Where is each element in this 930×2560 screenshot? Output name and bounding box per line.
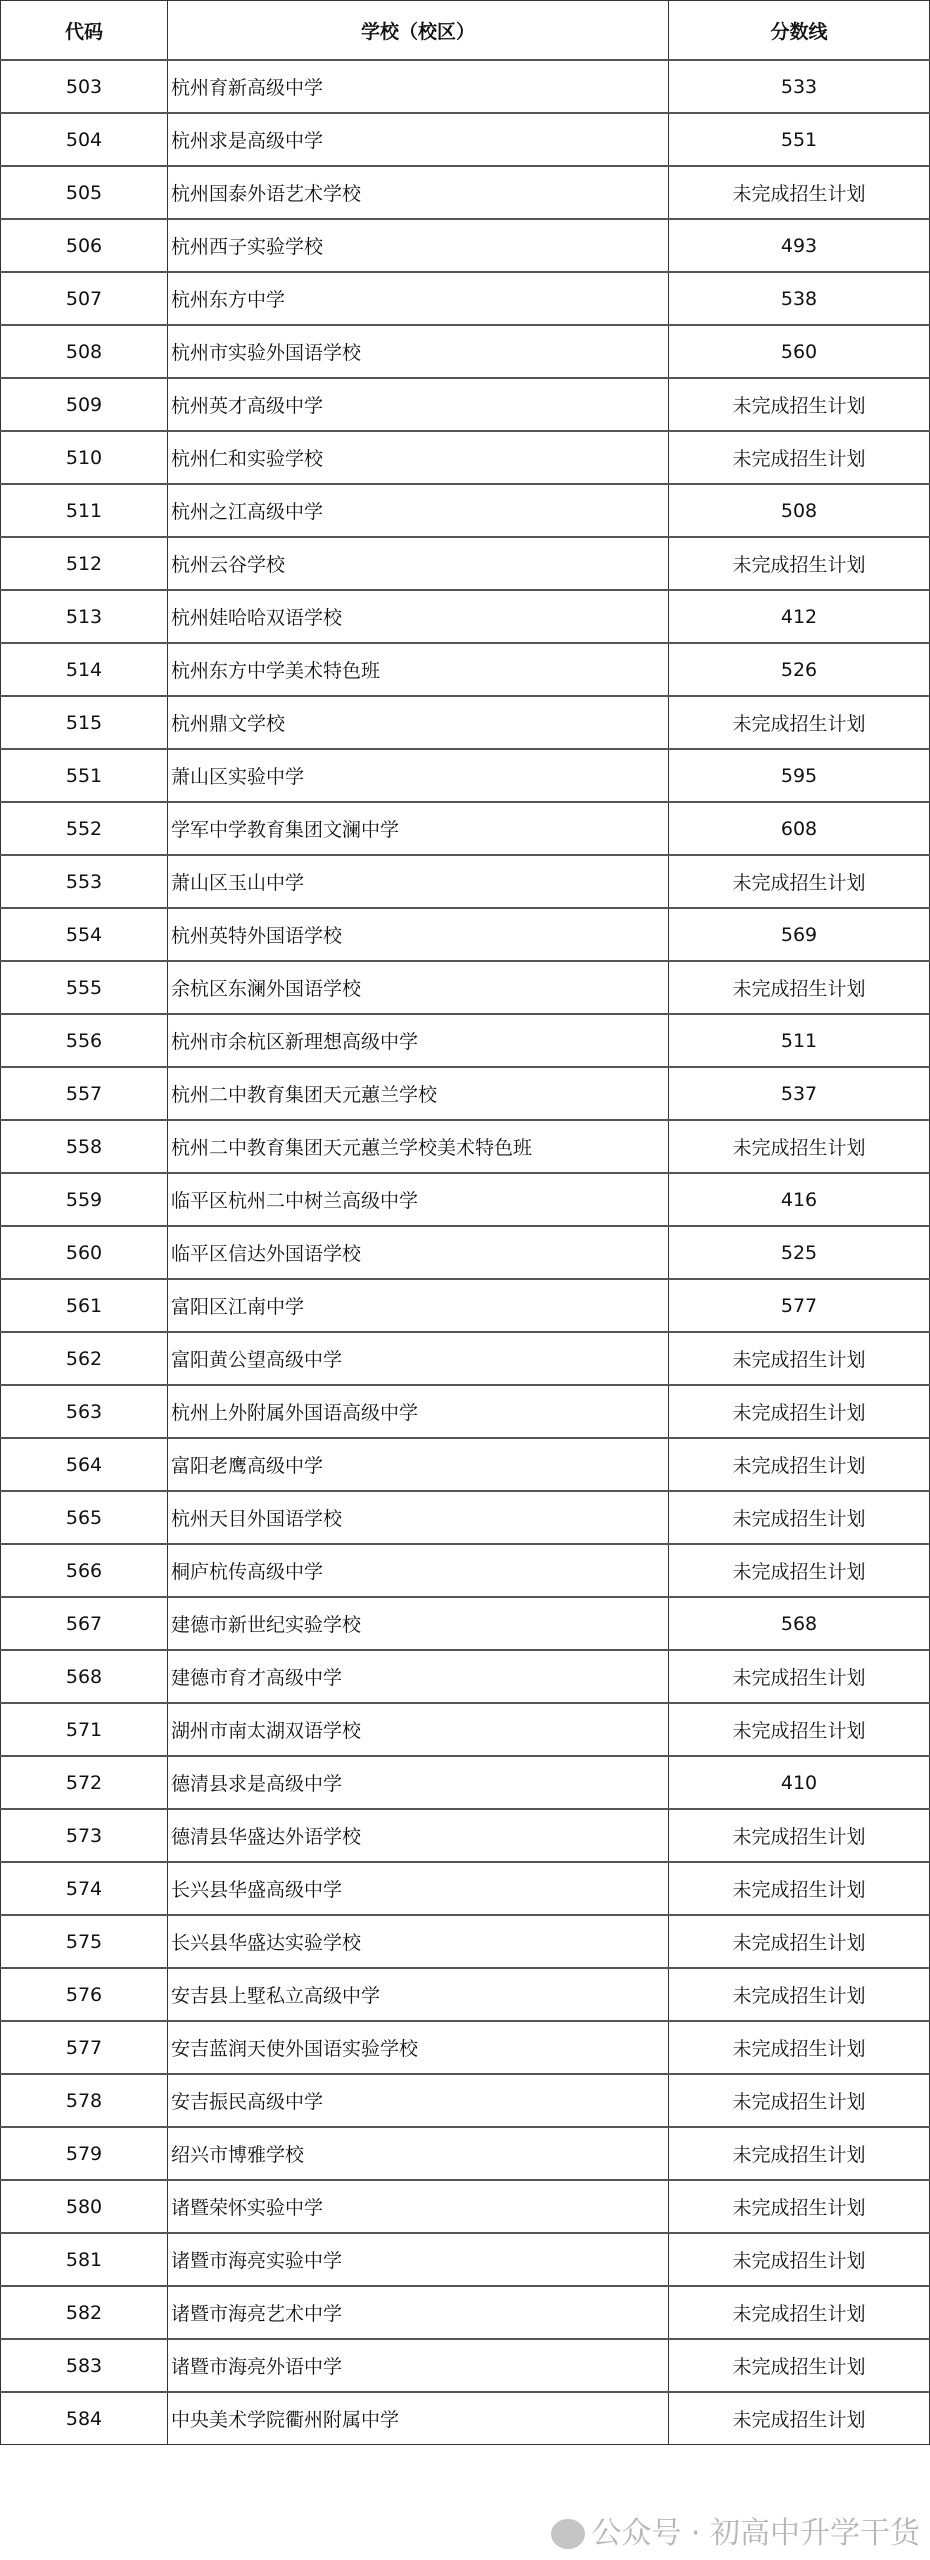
table-row [1, 1332, 930, 1385]
table-header-row [1, 1, 930, 61]
score-cell: 525 [669, 1226, 930, 1279]
school-cell: 诸暨市海亮外语中学 [168, 2339, 669, 2392]
score-cell: 未完成招生计划 [669, 2286, 930, 2339]
table-row [1, 2286, 930, 2339]
watermark [551, 2514, 920, 2554]
school-cell: 德清县求是高级中学 [168, 1756, 669, 1809]
school-cell: 杭州英特外国语学校 [168, 908, 669, 961]
code-cell: 555 [1, 961, 168, 1014]
table-row [1, 537, 930, 590]
school-cell: 诸暨市海亮实验中学 [168, 2233, 669, 2286]
table-row [1, 696, 930, 749]
score-cell: 未完成招生计划 [669, 378, 930, 431]
code-cell: 561 [1, 1279, 168, 1332]
score-cell: 595 [669, 749, 930, 802]
watermark-text: 公众号 · 初高中升学干货 [591, 2516, 920, 2551]
table-row [1, 113, 930, 166]
school-cell: 长兴县华盛高级中学 [168, 1862, 669, 1915]
code-cell: 554 [1, 908, 168, 961]
table-row [1, 1173, 930, 1226]
code-cell: 551 [1, 749, 168, 802]
score-cell: 未完成招生计划 [669, 1544, 930, 1597]
code-cell: 567 [1, 1597, 168, 1650]
code-cell: 577 [1, 2021, 168, 2074]
score-cell: 416 [669, 1173, 930, 1226]
score-cell: 未完成招生计划 [669, 1862, 930, 1915]
table-row [1, 1226, 930, 1279]
school-cell: 学军中学教育集团文澜中学 [168, 802, 669, 855]
school-cell: 杭州求是高级中学 [168, 113, 669, 166]
table-row [1, 1809, 930, 1862]
school-cell: 杭州鼎文学校 [168, 696, 669, 749]
table-row [1, 590, 930, 643]
school-cell: 临平区信达外国语学校 [168, 1226, 669, 1279]
table-row [1, 166, 930, 219]
table-row [1, 1756, 930, 1809]
table-row [1, 1120, 930, 1173]
school-cell: 安吉振民高级中学 [168, 2074, 669, 2127]
school-cell: 杭州东方中学 [168, 272, 669, 325]
table-row [1, 1279, 930, 1332]
code-cell: 568 [1, 1650, 168, 1703]
code-cell: 508 [1, 325, 168, 378]
table-row [1, 2180, 930, 2233]
code-cell: 573 [1, 1809, 168, 1862]
table-row [1, 325, 930, 378]
school-cell: 湖州市南太湖双语学校 [168, 1703, 669, 1756]
school-cell: 建德市育才高级中学 [168, 1650, 669, 1703]
code-cell: 514 [1, 643, 168, 696]
school-cell: 杭州之江高级中学 [168, 484, 669, 537]
school-cell: 德清县华盛达外语学校 [168, 1809, 669, 1862]
table-row [1, 2233, 930, 2286]
school-cell: 诸暨市海亮艺术中学 [168, 2286, 669, 2339]
table-row [1, 1067, 930, 1120]
table-row [1, 802, 930, 855]
score-cell: 未完成招生计划 [669, 2233, 930, 2286]
school-cell: 中央美术学院衢州附属中学 [168, 2392, 669, 2445]
score-cell: 未完成招生计划 [669, 1968, 930, 2021]
score-cell: 568 [669, 1597, 930, 1650]
code-cell: 509 [1, 378, 168, 431]
school-cell: 诸暨荣怀实验中学 [168, 2180, 669, 2233]
score-cell: 未完成招生计划 [669, 2021, 930, 2074]
score-cell: 未完成招生计划 [669, 1491, 930, 1544]
table-row [1, 272, 930, 325]
table-row [1, 1438, 930, 1491]
table-row [1, 908, 930, 961]
table-row [1, 1703, 930, 1756]
school-cell: 杭州仁和实验学校 [168, 431, 669, 484]
table-row [1, 749, 930, 802]
table-row [1, 961, 930, 1014]
school-cell: 杭州国泰外语艺术学校 [168, 166, 669, 219]
school-cell: 杭州市实验外国语学校 [168, 325, 669, 378]
table-row [1, 1862, 930, 1915]
school-cell: 富阳黄公望高级中学 [168, 1332, 669, 1385]
school-cell: 杭州天目外国语学校 [168, 1491, 669, 1544]
score-cell: 508 [669, 484, 930, 537]
table-row [1, 60, 930, 113]
code-cell: 575 [1, 1915, 168, 1968]
score-cell: 未完成招生计划 [669, 1438, 930, 1491]
code-cell: 513 [1, 590, 168, 643]
table-row [1, 1915, 930, 1968]
code-cell: 563 [1, 1385, 168, 1438]
score-cell: 608 [669, 802, 930, 855]
table-row [1, 484, 930, 537]
score-cell: 未完成招生计划 [669, 2180, 930, 2233]
score-cell: 未完成招生计划 [669, 1332, 930, 1385]
score-cell: 未完成招生计划 [669, 2074, 930, 2127]
code-cell: 576 [1, 1968, 168, 2021]
wechat-icon [551, 2519, 585, 2549]
school-cell: 杭州英才高级中学 [168, 378, 669, 431]
score-cell: 未完成招生计划 [669, 1809, 930, 1862]
code-cell: 571 [1, 1703, 168, 1756]
table-row [1, 378, 930, 431]
header-code: 代码 [1, 1, 168, 61]
school-cell: 杭州市余杭区新理想高级中学 [168, 1014, 669, 1067]
school-cell: 富阳老鹰高级中学 [168, 1438, 669, 1491]
score-cell: 533 [669, 60, 930, 113]
score-cell: 537 [669, 1067, 930, 1120]
school-cell: 安吉县上墅私立高级中学 [168, 1968, 669, 2021]
score-cell: 未完成招生计划 [669, 2339, 930, 2392]
table-row [1, 1014, 930, 1067]
score-cell: 410 [669, 1756, 930, 1809]
code-cell: 504 [1, 113, 168, 166]
code-cell: 564 [1, 1438, 168, 1491]
table-row [1, 219, 930, 272]
code-cell: 574 [1, 1862, 168, 1915]
code-cell: 507 [1, 272, 168, 325]
school-cell: 余杭区东澜外国语学校 [168, 961, 669, 1014]
code-cell: 581 [1, 2233, 168, 2286]
score-cell: 493 [669, 219, 930, 272]
score-cell: 551 [669, 113, 930, 166]
score-cell: 未完成招生计划 [669, 1385, 930, 1438]
score-cell: 526 [669, 643, 930, 696]
table-row [1, 1544, 930, 1597]
table-row [1, 1385, 930, 1438]
code-cell: 558 [1, 1120, 168, 1173]
code-cell: 512 [1, 537, 168, 590]
table-row [1, 643, 930, 696]
table-row [1, 2074, 930, 2127]
code-cell: 503 [1, 60, 168, 113]
score-cell: 未完成招生计划 [669, 961, 930, 1014]
school-cell: 杭州育新高级中学 [168, 60, 669, 113]
score-cell: 未完成招生计划 [669, 431, 930, 484]
code-cell: 505 [1, 166, 168, 219]
table-body [1, 60, 930, 2445]
school-cell: 绍兴市博雅学校 [168, 2127, 669, 2180]
score-cell: 未完成招生计划 [669, 696, 930, 749]
table-row [1, 2339, 930, 2392]
table-row [1, 1491, 930, 1544]
code-cell: 566 [1, 1544, 168, 1597]
score-cell: 538 [669, 272, 930, 325]
school-cell: 建德市新世纪实验学校 [168, 1597, 669, 1650]
score-cell: 未完成招生计划 [669, 166, 930, 219]
school-cell: 杭州西子实验学校 [168, 219, 669, 272]
school-cell: 杭州云谷学校 [168, 537, 669, 590]
score-cell: 577 [669, 1279, 930, 1332]
school-cell: 杭州上外附属外国语高级中学 [168, 1385, 669, 1438]
score-cell: 未完成招生计划 [669, 2392, 930, 2445]
header-score: 分数线 [669, 1, 930, 61]
school-cell: 富阳区江南中学 [168, 1279, 669, 1332]
table-row [1, 1597, 930, 1650]
school-cell: 杭州二中教育集团天元蕙兰学校 [168, 1067, 669, 1120]
school-cell: 杭州娃哈哈双语学校 [168, 590, 669, 643]
code-cell: 565 [1, 1491, 168, 1544]
code-cell: 562 [1, 1332, 168, 1385]
score-cell: 未完成招生计划 [669, 855, 930, 908]
table-row [1, 2392, 930, 2445]
table-row [1, 1650, 930, 1703]
school-cell: 杭州二中教育集团天元蕙兰学校美术特色班 [168, 1120, 669, 1173]
school-cell: 临平区杭州二中树兰高级中学 [168, 1173, 669, 1226]
school-cell: 长兴县华盛达实验学校 [168, 1915, 669, 1968]
code-cell: 580 [1, 2180, 168, 2233]
score-cell: 未完成招生计划 [669, 1703, 930, 1756]
score-cell: 412 [669, 590, 930, 643]
code-cell: 552 [1, 802, 168, 855]
code-cell: 553 [1, 855, 168, 908]
table-row [1, 2021, 930, 2074]
score-cell: 未完成招生计划 [669, 2127, 930, 2180]
code-cell: 557 [1, 1067, 168, 1120]
code-cell: 559 [1, 1173, 168, 1226]
score-cell: 未完成招生计划 [669, 1120, 930, 1173]
score-cell: 511 [669, 1014, 930, 1067]
score-cell: 未完成招生计划 [669, 537, 930, 590]
score-cell: 560 [669, 325, 930, 378]
score-cell: 未完成招生计划 [669, 1650, 930, 1703]
code-cell: 556 [1, 1014, 168, 1067]
table-row [1, 2127, 930, 2180]
score-cell: 569 [669, 908, 930, 961]
header-school: 学校（校区） [168, 1, 669, 61]
code-cell: 583 [1, 2339, 168, 2392]
code-cell: 582 [1, 2286, 168, 2339]
code-cell: 579 [1, 2127, 168, 2180]
code-cell: 560 [1, 1226, 168, 1279]
table-row [1, 431, 930, 484]
table-row [1, 1968, 930, 2021]
code-cell: 510 [1, 431, 168, 484]
code-cell: 511 [1, 484, 168, 537]
school-cell: 安吉蓝润天使外国语实验学校 [168, 2021, 669, 2074]
score-cell: 未完成招生计划 [669, 1915, 930, 1968]
school-cell: 萧山区玉山中学 [168, 855, 669, 908]
school-cell: 萧山区实验中学 [168, 749, 669, 802]
code-cell: 515 [1, 696, 168, 749]
school-cell: 杭州东方中学美术特色班 [168, 643, 669, 696]
school-cell: 桐庐杭传高级中学 [168, 1544, 669, 1597]
code-cell: 506 [1, 219, 168, 272]
table-row [1, 855, 930, 908]
code-cell: 584 [1, 2392, 168, 2445]
code-cell: 578 [1, 2074, 168, 2127]
code-cell: 572 [1, 1756, 168, 1809]
